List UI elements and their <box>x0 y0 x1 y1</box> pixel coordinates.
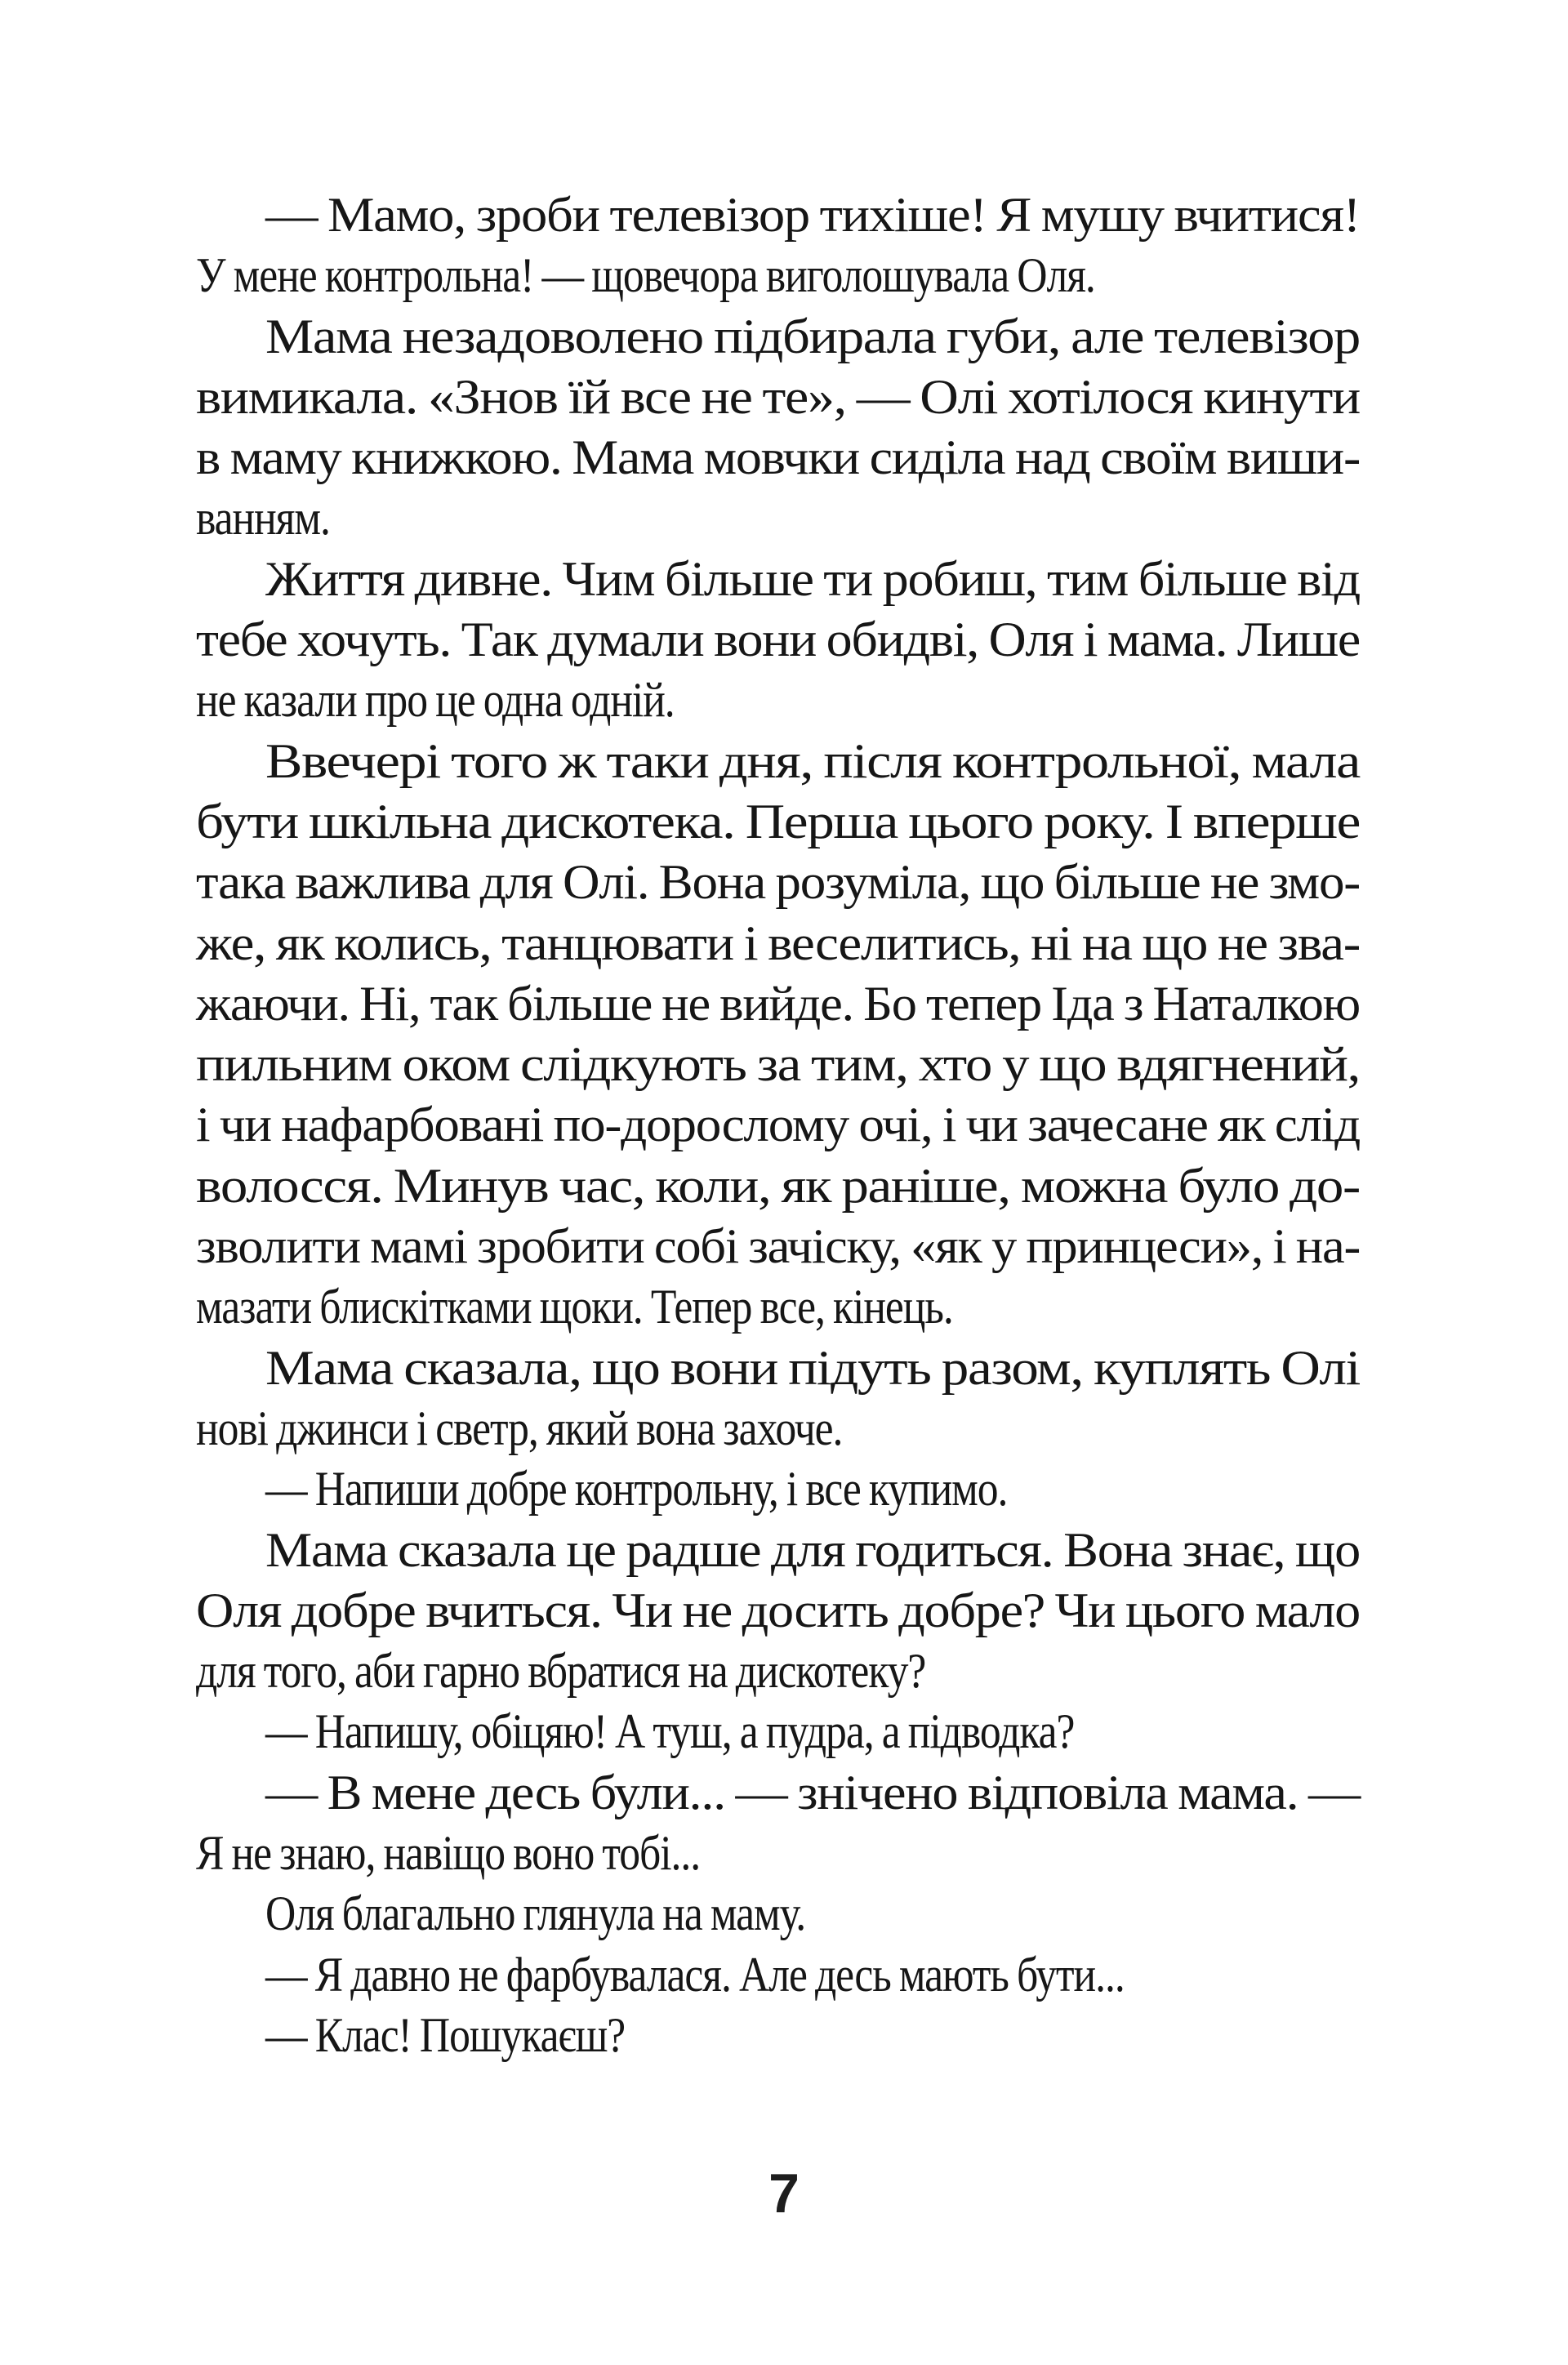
text-line <box>196 1338 1360 1398</box>
text-line <box>196 488 1360 548</box>
text-line <box>196 670 1360 730</box>
text-line-content: Оля добре вчиться. Чи не досить добре? Чи цього мало <box>196 1583 1360 1637</box>
text-line-content: Ввечері того ж таки дня, після контрольної, мала <box>265 733 1360 788</box>
text-line-content: Мама сказала, що вони підуть разом, куплять Олі <box>265 1340 1360 1395</box>
text-line-content: не казали про це одна одній. <box>196 673 675 728</box>
text-line-content: така важлива для Олі. Вона розуміла, що більше не змо- <box>196 855 1360 910</box>
text-line-content: — Напишу, обіцяю! А туш, а пудра, а підводка? <box>265 1704 1075 1759</box>
text-line <box>196 185 1360 245</box>
text-line <box>196 1459 1360 1519</box>
text-line-content: в маму книжкою. Мама мовчки сиділа над своїм виши- <box>196 430 1361 485</box>
text-line-content: зволити мамі зробити собі зачіску, «як у принцеси», і на- <box>196 1219 1360 1274</box>
text-line-content: вимикала. «Знов їй все не те», — Олі хотілося кинути <box>196 369 1360 424</box>
text-line <box>196 609 1360 670</box>
text-line-content: і чи нафарбовані по-дорослому очі, і чи зачесане як слід <box>196 1098 1360 1152</box>
text-line-content: тебе хочуть. Так думали вони обидві, Оля і мама. Лише <box>196 612 1360 667</box>
text-line <box>196 913 1360 973</box>
text-line <box>196 791 1360 852</box>
text-line-content: мазати блискітками щоки. Тепер все, кінець. <box>196 1280 953 1334</box>
text-line <box>196 1094 1360 1155</box>
text-line-content: для того, аби гарно вбратися на дискотеку? <box>196 1644 926 1699</box>
text-line <box>196 1883 1360 1944</box>
text-line <box>196 973 1360 1034</box>
text-line <box>196 1580 1360 1641</box>
text-line <box>196 1276 1360 1337</box>
text-line-content: Мама незадоволено підбирала губи, але телевізор <box>265 309 1360 363</box>
text-line-content: — Я давно не фарбувалася. Але десь мають бути... <box>265 1947 1125 2002</box>
text-line <box>196 427 1360 488</box>
text-line <box>196 2005 1360 2065</box>
text-line-content: пильним оком слідкують за тим, хто у що вдягнений, <box>196 1037 1360 1092</box>
text-line-content: У мене контрольна! — щовечора виголошувала Оля. <box>196 248 1095 303</box>
text-line-content: Мама сказала це радше для годиться. Вона знає, що <box>265 1522 1360 1577</box>
page-number: 7 <box>768 2162 800 2225</box>
text-line <box>196 306 1360 367</box>
text-line-content: Життя дивне. Чим більше ти робиш, тим більше від <box>265 551 1360 606</box>
text-line-content: бути шкільна дискотека. Перша цього року. І вперше <box>196 794 1360 848</box>
text-line-content: Я не знаю, навіщо воно тобі... <box>196 1826 701 1881</box>
text-line-content: же, як колись, танцювати і веселитись, ні на що не зва- <box>196 915 1360 970</box>
text-line <box>196 1762 1360 1823</box>
text-line <box>196 1823 1360 1883</box>
text-line <box>196 1398 1360 1459</box>
text-line-content: Оля благально глянула на маму. <box>265 1886 806 1941</box>
text-line <box>196 852 1360 912</box>
text-line-content: жаючи. Ні, так більше не вийде. Бо тепер Іда з Наталкою <box>196 976 1360 1031</box>
text-line-content: нові джинси і светр, який вона захоче. <box>196 1401 843 1455</box>
text-line <box>196 1701 1360 1762</box>
text-line-content: волосся. Минув час, коли, як раніше, можна було до- <box>196 1158 1360 1213</box>
text-line <box>196 1156 1360 1216</box>
text-line-content: — В мене десь були... — знічено відповіла мама. — <box>265 1765 1360 1819</box>
text-line <box>196 549 1360 609</box>
text-line-content: ванням. <box>196 491 330 546</box>
text-line <box>196 1520 1360 1580</box>
text-line <box>196 1034 1360 1094</box>
text-line <box>196 1216 1360 1276</box>
text-line <box>196 1944 1360 2005</box>
text-line <box>196 731 1360 791</box>
text-line-content: — Напиши добре контрольну, і все купимо. <box>265 1462 1008 1517</box>
body-text <box>196 185 1360 2065</box>
text-line <box>196 245 1360 305</box>
text-line-content: — Клас! Пошукаєш? <box>265 2007 626 2062</box>
text-line <box>196 1641 1360 1701</box>
text-line-content: — Мамо, зроби телевізор тихіше! Я мушу вчитися! <box>265 188 1360 242</box>
text-line <box>196 367 1360 427</box>
